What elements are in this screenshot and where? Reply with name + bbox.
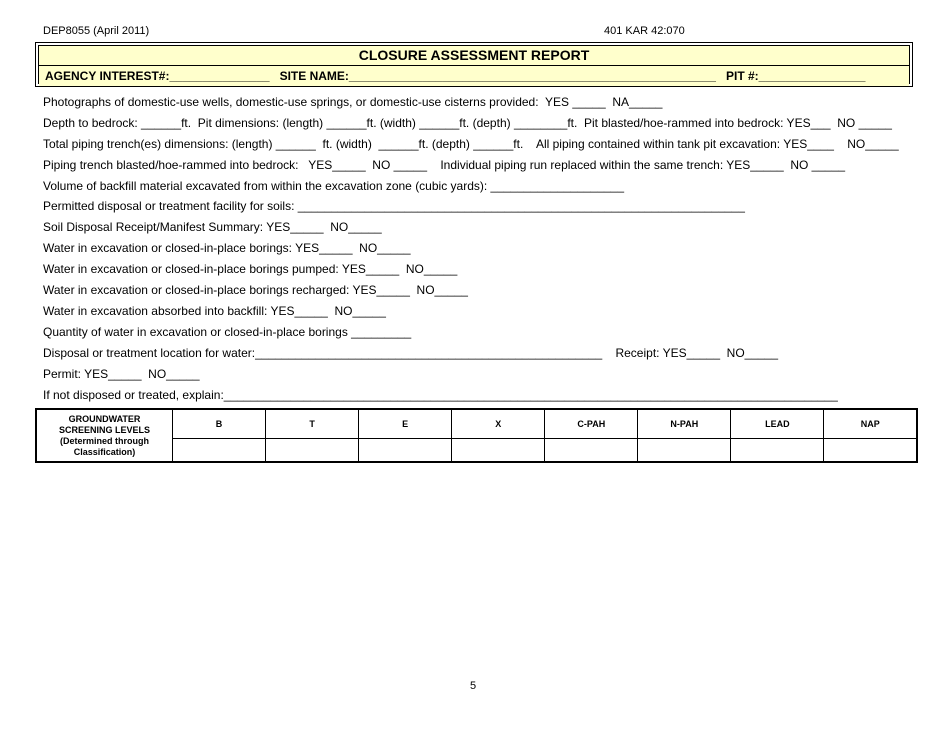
value-cell-c-pah[interactable] bbox=[545, 439, 638, 463]
water-quantity-line[interactable]: Quantity of water in excavation or closed-in-place borings _________ bbox=[43, 325, 412, 339]
water-pumped-line[interactable]: Water in excavation or closed-in-place borings pumped: YES_____ NO_____ bbox=[43, 262, 458, 276]
column-header-nap: NAP bbox=[824, 409, 917, 439]
value-cell-e[interactable] bbox=[359, 439, 452, 463]
column-header-lead: LEAD bbox=[731, 409, 824, 439]
column-header-x: X bbox=[452, 409, 545, 439]
value-cell-n-pah[interactable] bbox=[638, 439, 731, 463]
title-inner bbox=[38, 45, 910, 84]
water-absorbed-line[interactable]: Water in excavation absorbed into backfill: YES_____ NO_____ bbox=[43, 304, 386, 318]
soil-disposal-facility-line[interactable]: Permitted disposal or treatment facility for soils: ___________________________________________________________________ bbox=[43, 199, 745, 213]
explain-line[interactable]: If not disposed or treated, explain:____________________________________________________________________________________________ bbox=[43, 388, 838, 402]
page-number: 5 bbox=[470, 680, 477, 692]
value-cell-lead[interactable] bbox=[731, 439, 824, 463]
water-disposal-location-line[interactable]: Disposal or treatment location for water:____________________________________________________ Receipt: YES_____ NO_____ bbox=[43, 346, 779, 360]
value-cell-x[interactable] bbox=[452, 439, 545, 463]
value-cell-b[interactable] bbox=[173, 439, 266, 463]
title-box bbox=[35, 42, 913, 87]
backfill-volume-line[interactable]: Volume of backfill material excavated from within the excavation zone (cubic yards): ____________________ bbox=[43, 179, 625, 193]
column-header-e: E bbox=[359, 409, 452, 439]
pit-number-field[interactable]: PIT #:________________ bbox=[725, 69, 866, 83]
depth-bedrock-line[interactable]: Depth to bedrock: ______ft. Pit dimensions: (length) ______ft. (width) ______ft. (depth) ________ft. Pit blasted/hoe-rammed into bedrock: YES___ NO _____ bbox=[43, 116, 892, 130]
piping-trench-dimensions-line[interactable]: Total piping trench(es) dimensions: (length) ______ ft. (width) ______ft. (depth) ______ft. All piping contained within tank pit excavation: YES____ NO_____ bbox=[43, 137, 899, 151]
piping-trench-blasted-line[interactable]: Piping trench blasted/hoe-rammed into bedrock: YES_____ NO _____ Individual piping run replaced within the same trench: YES_____ NO _____ bbox=[43, 158, 846, 172]
groundwater-label: GROUNDWATER SCREENING LEVELS (Determined through Classification) bbox=[36, 409, 173, 462]
form-id: DEP8055 (April 2011) bbox=[43, 25, 150, 37]
groundwater-screening-table bbox=[35, 408, 918, 463]
water-in-excavation-line[interactable]: Water in excavation or closed-in-place borings: YES_____ NO_____ bbox=[43, 241, 411, 255]
site-name-field[interactable]: SITE NAME:_______________________________________________________ bbox=[279, 69, 716, 83]
water-recharged-line[interactable]: Water in excavation or closed-in-place borings recharged: YES_____ NO_____ bbox=[43, 283, 468, 297]
regulation-reference: 401 KAR 42:070 bbox=[604, 25, 685, 37]
value-cell-t[interactable] bbox=[266, 439, 359, 463]
agency-interest-field[interactable]: AGENCY INTEREST#:_______________ bbox=[45, 69, 270, 83]
column-header-c-pah: C-PAH bbox=[545, 409, 638, 439]
value-cell-nap[interactable] bbox=[824, 439, 917, 463]
column-header-b: B bbox=[173, 409, 266, 439]
column-header-n-pah: N-PAH bbox=[638, 409, 731, 439]
column-header-t: T bbox=[266, 409, 359, 439]
agency-row bbox=[39, 66, 909, 86]
report-title: CLOSURE ASSESSMENT REPORT bbox=[39, 46, 909, 66]
photographs-line[interactable]: Photographs of domestic-use wells, domestic-use springs, or domestic-use cisterns provided: YES _____ NA_____ bbox=[43, 95, 663, 109]
soil-receipt-line[interactable]: Soil Disposal Receipt/Manifest Summary: YES_____ NO_____ bbox=[43, 220, 382, 234]
permit-line[interactable]: Permit: YES_____ NO_____ bbox=[43, 367, 200, 381]
